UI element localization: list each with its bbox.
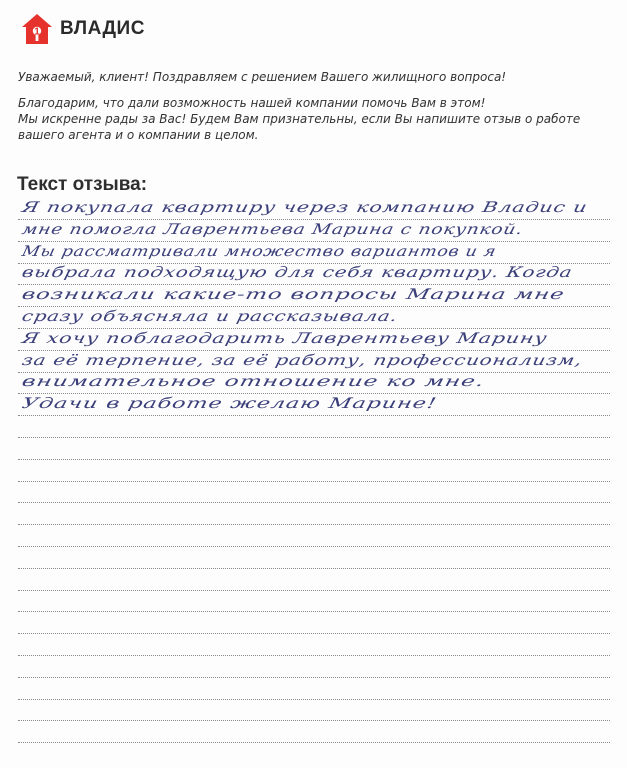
ruled-line — [18, 241, 610, 242]
handwritten-line: Я хочу поблагодарить Лаврентьеву Марину — [20, 331, 549, 347]
ruled-line — [18, 437, 610, 438]
ruled-line — [18, 677, 610, 678]
greeting-text — [18, 69, 608, 85]
ruled-line — [18, 372, 610, 373]
ruled-line — [18, 393, 610, 394]
ruled-line — [18, 742, 610, 743]
handwritten-line: возникали какие-то вопросы Марина мне — [20, 287, 567, 303]
brand-name: ВЛАДИС — [60, 18, 145, 39]
review-title: Текст отзыва: — [17, 174, 148, 195]
greeting-line: Уважаемый, клиент! Поздравляем с решением Вашего жилищного вопроса! — [18, 70, 507, 84]
request-text-line-1 — [18, 111, 608, 127]
ruled-line — [18, 415, 610, 416]
ruled-line — [18, 655, 610, 656]
ruled-line — [18, 502, 610, 503]
handwritten-line: сразу объясняла и рассказывала. — [20, 309, 400, 325]
ruled-line — [18, 328, 610, 329]
handwritten-line: мне помогла Лаврентьева Марина с покупкой. — [20, 222, 525, 238]
brand-logo — [20, 12, 145, 46]
thanks-line: Благодарим, что дали возможность нашей компании помочь Вам в этом! — [18, 96, 486, 110]
house-key-logo-icon — [20, 12, 54, 46]
ruled-line — [18, 481, 610, 482]
ruled-line — [18, 263, 610, 264]
ruled-line — [18, 546, 610, 547]
handwritten-line: внимательное отношение ко мне. — [20, 374, 486, 390]
ruled-line — [18, 590, 610, 591]
ruled-line — [18, 568, 610, 569]
handwritten-line: выбрала подходящую для себя квартиру. Когда — [20, 265, 575, 281]
thanks-text — [18, 95, 608, 111]
ruled-line — [18, 219, 610, 220]
handwritten-line: за её терпение, за её работу, профессионализм, — [20, 353, 584, 369]
ruled-line — [18, 306, 610, 307]
ruled-line — [18, 524, 610, 525]
handwritten-line: Мы рассматривали множество вариантов и я — [20, 244, 498, 260]
ruled-line — [18, 611, 610, 612]
ruled-line — [18, 720, 610, 721]
request-line-1: Мы искренне рады за Вас! Будем Вам признательны, если Вы напишите отзыв о работе — [18, 112, 581, 126]
ruled-line — [18, 699, 610, 700]
request-line-2: вашего агента и о компании в целом. — [18, 128, 259, 142]
request-text-line-2 — [18, 127, 608, 143]
handwritten-line: Удачи в работе желаю Марине! — [20, 396, 439, 412]
ruled-line — [18, 459, 610, 460]
ruled-line — [18, 284, 610, 285]
svg-text:1: 1 — [34, 26, 40, 38]
ruled-line — [18, 350, 610, 351]
handwritten-line: Я покупала квартиру через компанию Владис и — [20, 200, 589, 216]
ruled-line — [18, 633, 610, 634]
